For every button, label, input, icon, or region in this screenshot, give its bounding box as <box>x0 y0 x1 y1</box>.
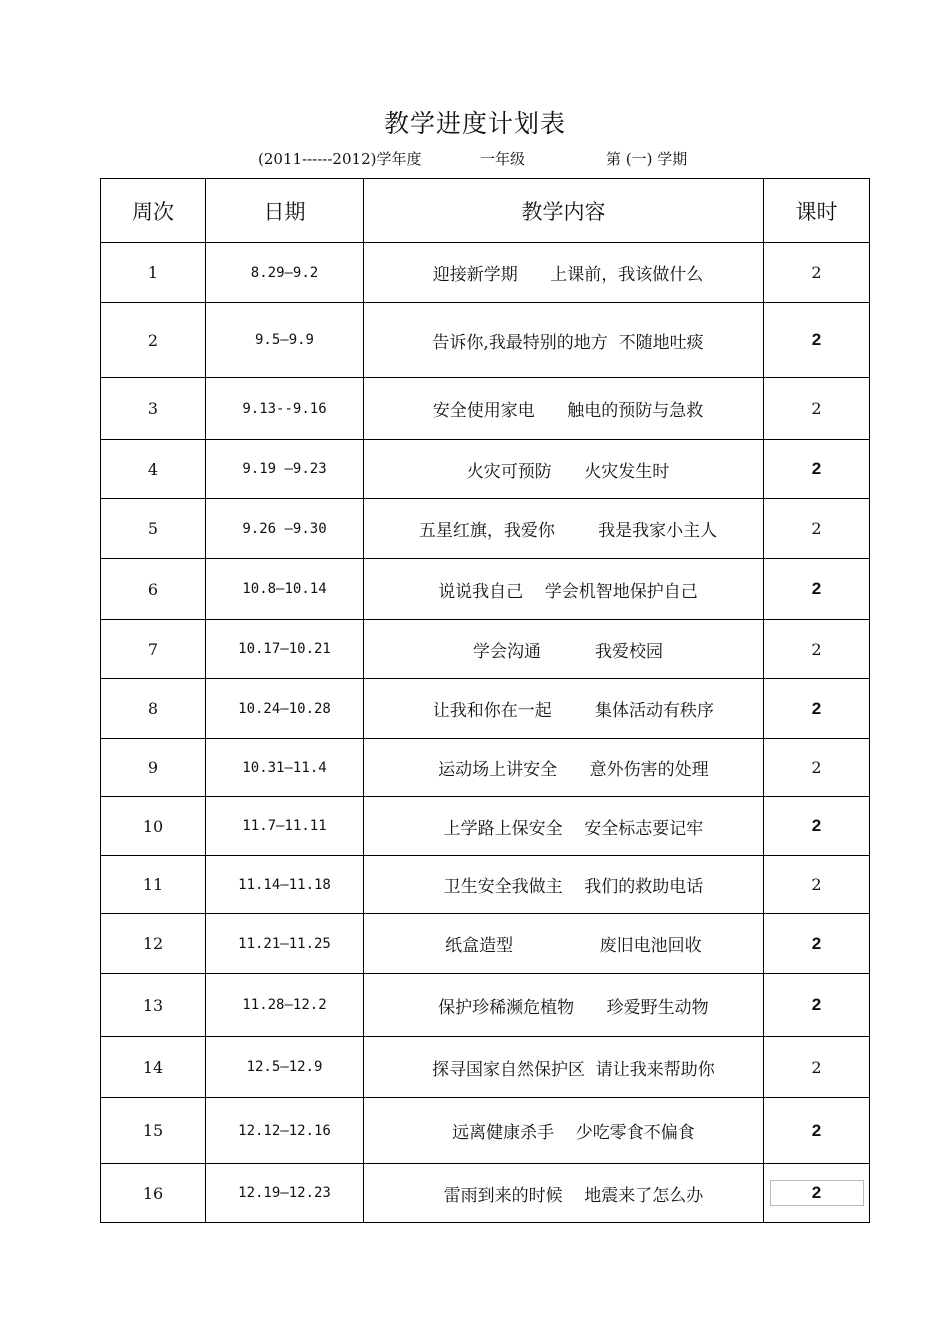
hours-value-box: 2 <box>770 1180 864 1206</box>
cell-date: 8.29—9.2 <box>206 243 364 303</box>
cell-hours: 2 <box>764 856 870 914</box>
cell-week: 9 <box>101 739 206 797</box>
cell-date: 9.26 –9.30 <box>206 499 364 559</box>
table-row <box>101 499 870 559</box>
cell-date: 11.28—12.2 <box>206 974 364 1037</box>
cell-date: 12.19—12.23 <box>206 1164 364 1223</box>
schedule-table <box>100 178 870 1223</box>
cell-content <box>364 679 764 739</box>
content-text: 五星红旗，我爱你 我是我家小主人 <box>418 521 718 541</box>
cell-week: 15 <box>101 1098 206 1164</box>
cell-content <box>364 739 764 797</box>
cell-hours: 2 <box>764 1037 870 1098</box>
cell-date: 9.13--9.16 <box>206 378 364 440</box>
cell-content <box>364 378 764 440</box>
table-row <box>101 303 870 378</box>
cell-date: 9.19 –9.23 <box>206 440 364 499</box>
cell-date: 11.14—11.18 <box>206 856 364 914</box>
header-hours: 课时 <box>764 179 870 243</box>
cell-hours: 2 <box>764 797 870 856</box>
cell-date: 10.24—10.28 <box>206 679 364 739</box>
table-row <box>101 856 870 914</box>
cell-week: 5 <box>101 499 206 559</box>
cell-hours: 2 <box>764 303 870 378</box>
content-text: 远离健康杀手 少吃零食不偏食 <box>441 1123 695 1143</box>
cell-hours: 2 <box>764 1098 870 1164</box>
subtitle-school-year: (2011------2012)学年度 <box>258 150 422 168</box>
cell-week: 4 <box>101 440 206 499</box>
content-text: 探寻国家自然保护区 请让我来帮助你 <box>421 1059 715 1080</box>
content-text: 火灾可预防 火灾发生时 <box>466 461 670 482</box>
table-row <box>101 974 870 1037</box>
cell-content <box>364 499 764 559</box>
header-week: 周次 <box>101 179 206 243</box>
cell-date: 10.31—11.4 <box>206 739 364 797</box>
cell-hours: 2 <box>764 440 870 499</box>
cell-content <box>364 797 764 856</box>
cell-hours: 2 <box>764 739 870 797</box>
table-row <box>101 1037 870 1098</box>
table-row <box>101 620 870 679</box>
cell-content <box>364 856 764 914</box>
table-row <box>101 1098 870 1164</box>
content-text: 上学路上保安全 安全标志要记牢 <box>432 818 704 839</box>
cell-hours: 2 <box>764 679 870 739</box>
table-row <box>101 440 870 499</box>
subtitle-grade: 一年级 <box>480 150 526 168</box>
content-text: 迎接新学期 上课前，我该做什么 <box>432 265 704 285</box>
table-row <box>101 378 870 440</box>
subtitle-term: 第 (一) 学期 <box>606 150 688 168</box>
content-text: 让我和你在一起 集体活动有秩序 <box>421 701 715 721</box>
cell-week: 11 <box>101 856 206 914</box>
cell-date: 10.17—10.21 <box>206 620 364 679</box>
cell-week: 7 <box>101 620 206 679</box>
table-row <box>101 1164 870 1223</box>
content-text: 告诉你,我最特别的地方 不随地吐痰 <box>432 332 704 353</box>
cell-content <box>364 303 764 378</box>
content-text: 学会沟通 我爱校园 <box>472 641 664 662</box>
content-text: 运动场上讲安全 意外伤害的处理 <box>427 760 709 780</box>
cell-week: 16 <box>101 1164 206 1223</box>
cell-week: 2 <box>101 303 206 378</box>
table-row <box>101 797 870 856</box>
table-row <box>101 559 870 620</box>
cell-content <box>364 1037 764 1098</box>
cell-hours: 2 <box>764 620 870 679</box>
cell-content <box>364 974 764 1037</box>
cell-date: 12.5—12.9 <box>206 1037 364 1098</box>
content-text: 卫生安全我做主 我们的救助电话 <box>432 877 704 897</box>
cell-date: 11.21—11.25 <box>206 914 364 974</box>
content-text: 雷雨到来的时候 地震来了怎么办 <box>432 1185 704 1206</box>
cell-week: 13 <box>101 974 206 1037</box>
cell-content <box>364 440 764 499</box>
cell-content <box>364 559 764 620</box>
table-row <box>101 679 870 739</box>
content-text: 说说我自己 学会机智地保护自己 <box>438 581 698 602</box>
cell-date: 10.8—10.14 <box>206 559 364 620</box>
cell-hours <box>764 1164 870 1223</box>
cell-date: 11.7—11.11 <box>206 797 364 856</box>
cell-week: 12 <box>101 914 206 974</box>
cell-date: 9.5—9.9 <box>206 303 364 378</box>
cell-week: 8 <box>101 679 206 739</box>
cell-content <box>364 1164 764 1223</box>
table-row <box>101 739 870 797</box>
header-date: 日期 <box>206 179 364 243</box>
cell-content <box>364 620 764 679</box>
cell-week: 1 <box>101 243 206 303</box>
table-body <box>101 243 870 1223</box>
cell-hours: 2 <box>764 974 870 1037</box>
cell-content <box>364 1098 764 1164</box>
table-header-row <box>101 179 870 243</box>
cell-week: 6 <box>101 559 206 620</box>
table-row <box>101 243 870 303</box>
header-content: 教学内容 <box>364 179 764 243</box>
table-row <box>101 914 870 974</box>
cell-date: 12.12—12.16 <box>206 1098 364 1164</box>
cell-hours: 2 <box>764 559 870 620</box>
page-title: 教学进度计划表 <box>383 109 566 138</box>
cell-hours: 2 <box>764 378 870 440</box>
cell-week: 10 <box>101 797 206 856</box>
content-text: 保护珍稀濒危植物 珍爱野生动物 <box>427 997 709 1018</box>
cell-hours: 2 <box>764 914 870 974</box>
cell-content <box>364 243 764 303</box>
cell-hours: 2 <box>764 499 870 559</box>
cell-week: 3 <box>101 378 206 440</box>
content-text: 纸盒造型 废旧电池回收 <box>434 936 702 956</box>
cell-hours: 2 <box>764 243 870 303</box>
cell-week: 14 <box>101 1037 206 1098</box>
content-text: 安全使用家电 触电的预防与急救 <box>432 401 704 421</box>
cell-content <box>364 914 764 974</box>
